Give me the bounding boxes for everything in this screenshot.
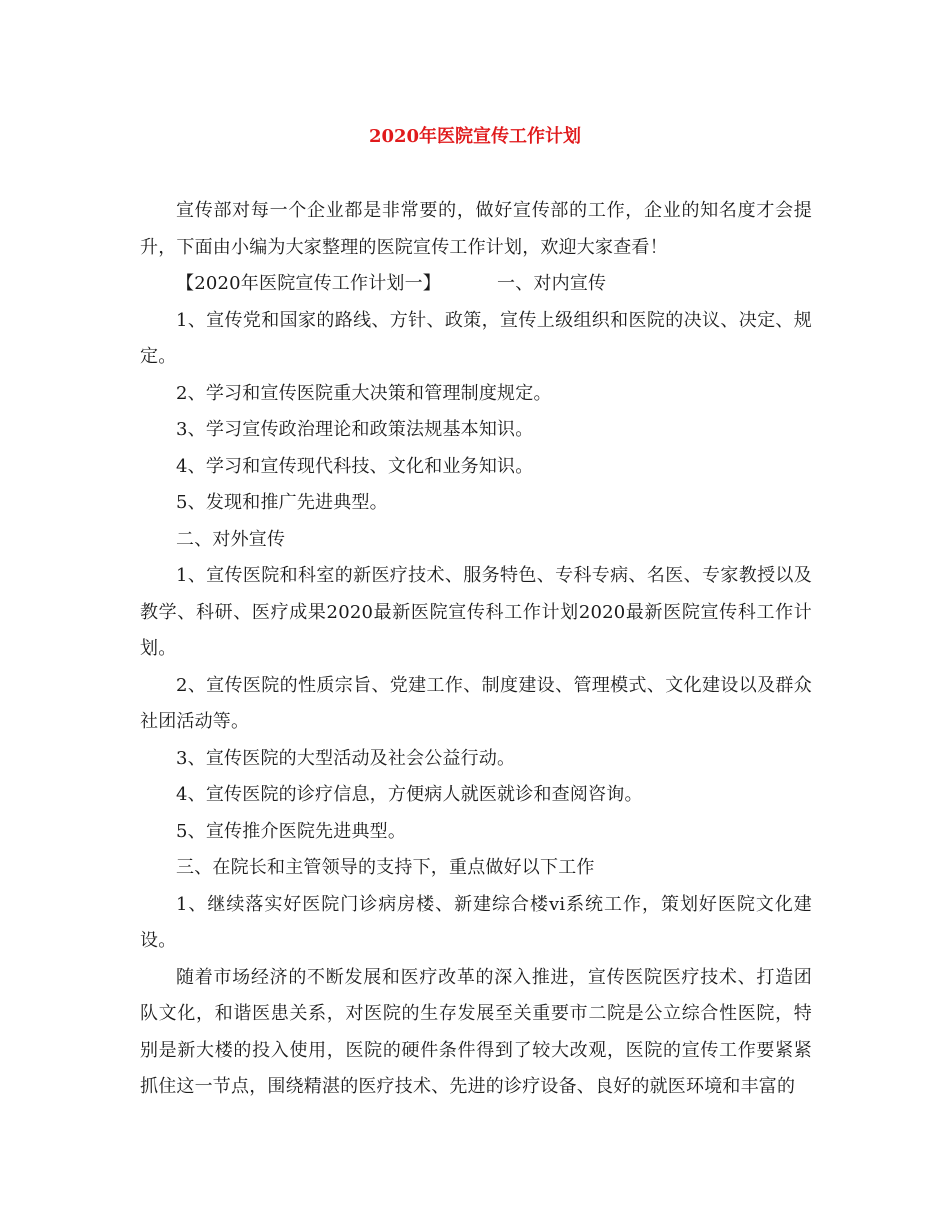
list-item: 2、宣传医院的性质宗旨、党建工作、制度建设、管理模式、文化建设以及群众社团活动等。 <box>140 674 812 732</box>
list-item: 3、学习宣传政治理论和政策法规基本知识。 <box>176 419 534 440</box>
list-item: 5、发现和推广先进典型。 <box>176 492 388 513</box>
intro-paragraph: 宣传部对每一个企业都是非常要的，做好宣传部的工作，企业的知名度才会提升，下面由小编为大家整理的医院宣传工作计划，欢迎大家查看！ <box>140 200 812 258</box>
plan-heading: 【2020年医院宣传工作计划一】 <box>176 273 442 294</box>
list-item: 1、继续落实好医院门诊病房楼、新建综合楼vi系统工作，策划好医院文化建设。 <box>140 893 812 951</box>
closing-paragraph: 随着市场经济的不断发展和医疗改革的深入推进，宣传医院医疗技术、打造团队文化，和谐医患关系，对医院的生存发展至关重要市二院是公立综合性医院，特别是新大楼的投入使用，医院的硬件条件得到了较大改观，医院的宣传工作要紧紧抓住这一节点，围绕精湛的医疗技术、先进的诊疗设备、良好的就医环境和丰富的 <box>140 966 812 1097</box>
plan-heading-line <box>140 266 812 303</box>
section2-heading: 二、对外宣传 <box>176 528 286 550</box>
document-title: 2020年医院宣传工作计划 <box>368 126 582 147</box>
list-item: 3、宣传医院的大型活动及社会公益行动。 <box>176 747 516 769</box>
list-item: 4、学习和宣传现代科技、文化和业务知识。 <box>176 455 534 477</box>
list-item: 2、学习和宣传医院重大决策和管理制度规定。 <box>176 382 552 404</box>
list-item: 5、宣传推介医院先进典型。 <box>176 820 407 842</box>
list-item: 1、宣传医院和科室的新医疗技术、服务特色、专科专病、名医、专家教授以及教学、科研、医疗成果2020最新医院宣传科工作计划2020最新医院宣传科工作计划。 <box>140 565 812 659</box>
list-item: 1、宣传党和国家的路线、方针、政策，宣传上级组织和医院的决议、决定、规定。 <box>140 309 812 367</box>
list-item: 4、宣传医院的诊疗信息，方便病人就医就诊和查阅咨询。 <box>176 784 643 805</box>
document-body <box>140 193 812 1106</box>
section3-heading: 三、在院长和主管领导的支持下，重点做好以下工作 <box>176 857 595 878</box>
section1-heading: 一、对内宣传 <box>497 273 607 294</box>
